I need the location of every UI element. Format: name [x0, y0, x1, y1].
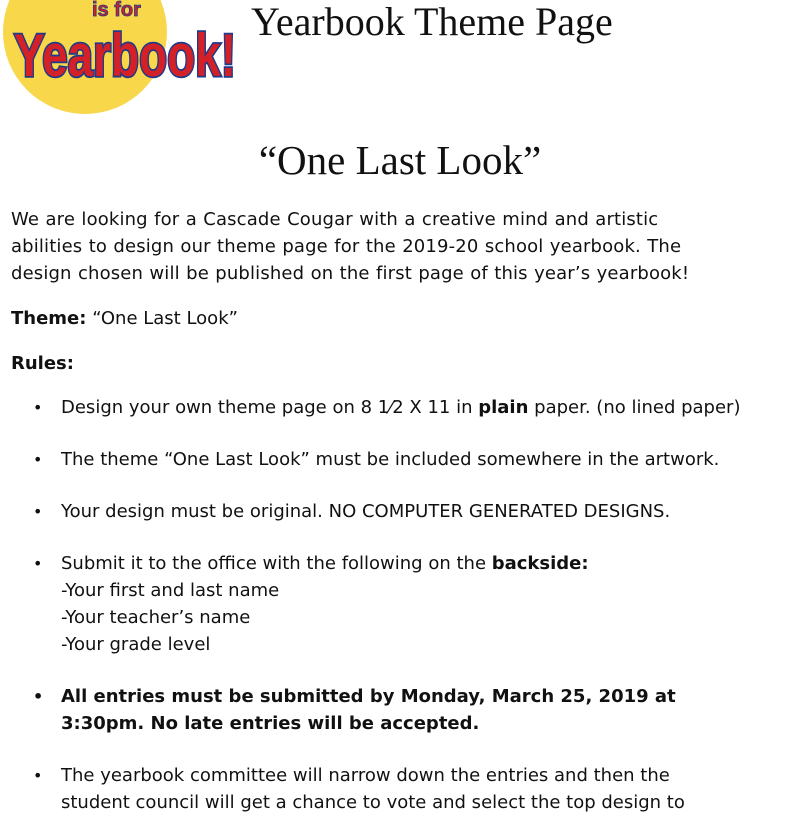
- theme-label: Theme:: [11, 308, 87, 329]
- theme-subtitle: “One Last Look”: [258, 137, 542, 183]
- logo-small-text: is for: [92, 0, 141, 21]
- rules-heading: Rules:: [11, 353, 74, 374]
- intro-line-2: abilities to design our theme page for the 2019-20 school yearbook. The: [11, 236, 682, 257]
- rule-item: • Submit it to the office with the following on the backside: -Your first and last name -Your teacher’s name -Your grade level: [11, 550, 791, 658]
- bullet-icon: •: [33, 766, 43, 785]
- bullet-icon: •: [33, 554, 43, 573]
- bullet-icon: •: [33, 450, 43, 469]
- rule-item: • Design your own theme page on 8 1⁄2 X 11 in plain paper. (no lined paper): [11, 394, 791, 421]
- logo-big-text: Yearbook!: [14, 22, 236, 89]
- document-body: [11, 206, 791, 816]
- theme-line: [11, 305, 791, 332]
- bullet-icon: •: [33, 398, 43, 417]
- intro-line-1: We are looking for a Cascade Cougar with a creative mind and artistic: [11, 209, 659, 230]
- rules-list: [11, 394, 791, 816]
- page-title: Yearbook Theme Page: [251, 0, 613, 44]
- rule-item: • Your design must be original. NO COMPUTER GENERATED DESIGNS.: [11, 498, 791, 525]
- bullet-icon: •: [33, 502, 43, 521]
- submit-item-teacher: -Your teacher’s name: [61, 607, 251, 628]
- rule-item: • The theme “One Last Look” must be included somewhere in the artwork.: [11, 446, 791, 473]
- rule-item-deadline: • All entries must be submitted by Monday, March 25, 2019 at 3:30pm. No late entries will be accepted.: [11, 683, 791, 737]
- yearbook-logo: [0, 0, 250, 125]
- rule-item: • The yearbook committee will narrow down the entries and then the student council will get a chance to vote and select the top design to: [11, 762, 791, 816]
- submit-item-name: -Your first and last name: [61, 580, 280, 601]
- bullet-icon: •: [33, 687, 44, 706]
- intro-paragraph: [11, 206, 791, 287]
- theme-value: “One Last Look”: [86, 308, 238, 329]
- submit-item-grade: -Your grade level: [61, 634, 211, 655]
- intro-line-3: design chosen will be published on the first page of this year’s yearbook!: [11, 263, 690, 284]
